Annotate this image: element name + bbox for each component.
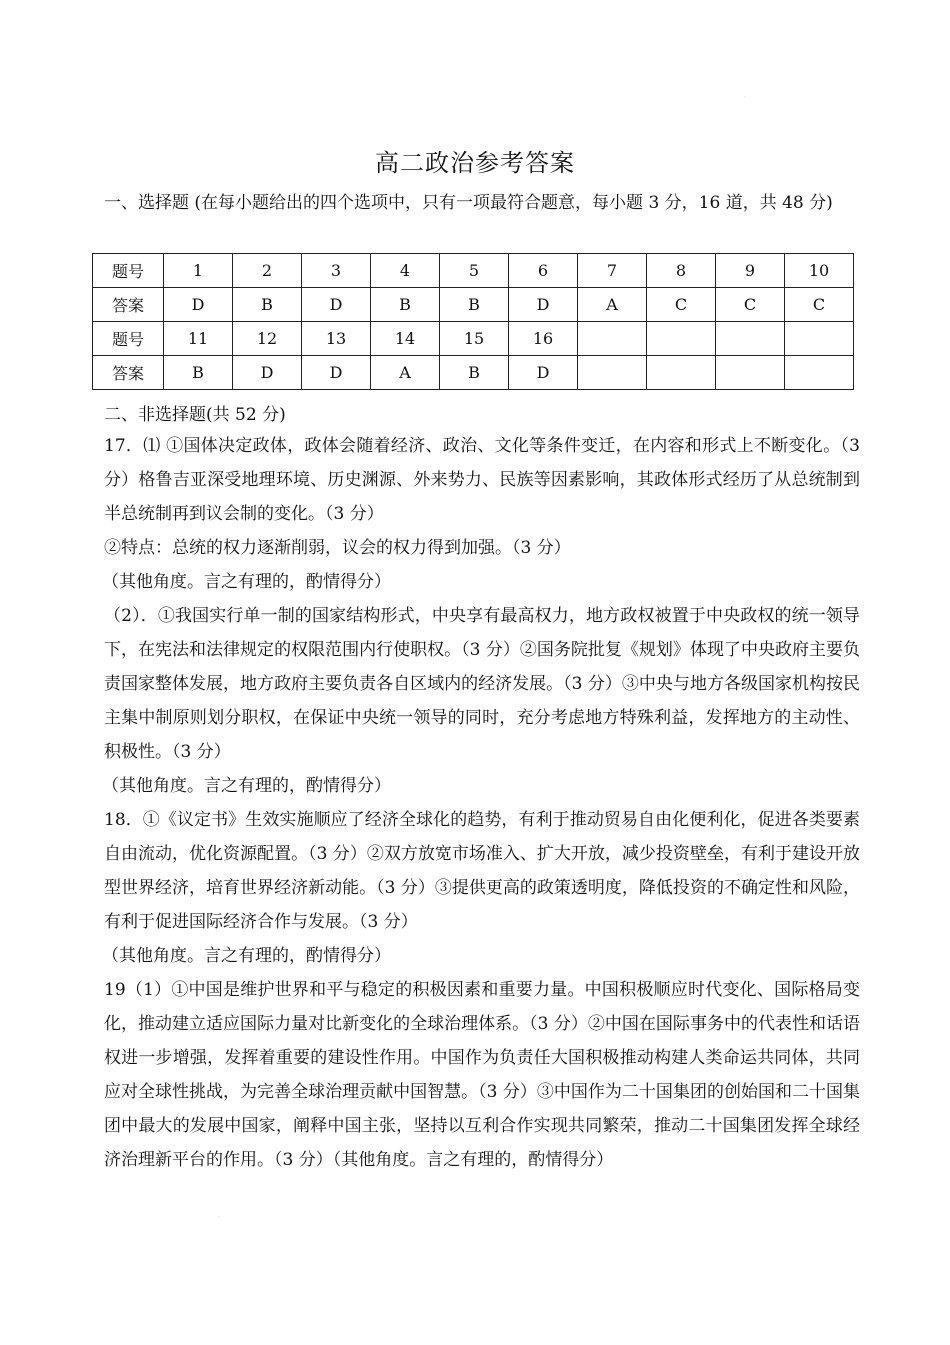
- table-cell: D: [509, 356, 578, 390]
- table-cell: [647, 322, 716, 356]
- q18-note: （其他角度。言之有理的，酌情得分）: [102, 946, 391, 966]
- table-row: [93, 254, 854, 288]
- table-cell: [785, 322, 854, 356]
- table-row: [93, 356, 854, 390]
- q17-part1b-answer: ②特点：总统的权力逐渐削弱，议会的权力得到加强。（3 分）: [104, 538, 571, 558]
- table-cell: C: [716, 288, 785, 322]
- table-cell: D: [509, 288, 578, 322]
- table-row: [93, 322, 854, 356]
- table-cell: 2: [233, 254, 302, 288]
- page-title: 高二政治参考答案: [375, 149, 575, 177]
- q17-part2-answer: （2）．①我国实行单一制的国家结构形式，中央享有最高权力，地方政权被置于中央政权的统一领导下，在宪法和法律规定的权限范围内行使职权。（3 分）②国务院批复《规划》体现了中央政府主要负责国家整体发展，地方政府主要负责各自区域内的经济发展。（3 分）③中央与地方各级国家机构按民主集中制原则划分职权，在保证中央统一领导的同时，充分考虑地方特殊利益，发挥地方的主动性、积极性。（3 分）: [104, 606, 860, 762]
- table-cell: 14: [371, 322, 440, 356]
- section-choice-heading: 一、选择题 (在每小题给出的四个选项中，只有一项最符合题意，每小题 3 分，16 道，共 48 分): [104, 193, 833, 213]
- q17-part1-answer: 17．⑴ ①国体决定政体，政体会随着经济、政治、文化等条件变迁，在内容和形式上不断变化。（3 分）格鲁吉亚深受地理环境、历史渊源、外来势力、民族等因素影响，其政体形式经历了从总统制到半总统制再到议会制的变化。（3 分）: [104, 436, 860, 524]
- scan-dot: .: [218, 1212, 220, 1219]
- table-cell: B: [371, 288, 440, 322]
- table-cell: D: [302, 356, 371, 390]
- q18-answer: 18．①《议定书》生效实施顺应了经济全球化的趋势，有利于推动贸易自由化便利化，促进各类要素自由流动，优化资源配置。（3 分）②双方放宽市场准入、扩大开放，减少投资壁垒，有利于建设开放型世界经济，培育世界经济新动能。（3 分）③提供更高的政策透明度，降低投资的不确定性和风险，有利于促进国际经济合作与发展。（3 分）: [104, 810, 860, 932]
- q17-note2: （其他角度。言之有理的，酌情得分）: [102, 776, 391, 796]
- answer-table: [92, 253, 854, 390]
- table-cell: [578, 322, 647, 356]
- table-cell: 15: [440, 322, 509, 356]
- table-cell: 8: [647, 254, 716, 288]
- table-cell: A: [371, 356, 440, 390]
- table-cell: 10: [785, 254, 854, 288]
- table-row-label: 答案: [93, 356, 164, 390]
- table-cell: C: [785, 288, 854, 322]
- scan-dot: .: [744, 92, 746, 99]
- table-row-label: 题号: [93, 254, 164, 288]
- q19-answer: 19（1）①中国是维护世界和平与稳定的积极因素和重要力量。中国积极顺应时代变化、国际格局变化，推动建立适应国际力量对比新变化的全球治理体系。（3 分）②中国在国际事务中的代表性和话语权进一步增强，发挥着重要的建设性作用。中国作为负责任大国积极推动构建人类命运共同体，共同应对全球性挑战，为完善全球治理贡献中国智慧。（3 分）③中国作为二十国集团的创始国和二十国集团中最大的发展中国家，阐释中国主张，坚持以互利合作实现共同繁荣，推动二十国集团发挥全球经济治理新平台的作用。（3 分）（其他角度。言之有理的，酌情得分）: [104, 980, 860, 1170]
- table-cell: [578, 356, 647, 390]
- table-cell: [647, 356, 716, 390]
- table-cell: 5: [440, 254, 509, 288]
- table-cell: C: [647, 288, 716, 322]
- table-cell: D: [233, 356, 302, 390]
- table-cell: 1: [164, 254, 233, 288]
- table-cell: B: [233, 288, 302, 322]
- q17-note1: （其他角度。言之有理的，酌情得分）: [102, 572, 391, 592]
- section-nonchoice-heading: 二、非选择题(共 52 分): [104, 405, 286, 425]
- table-cell: A: [578, 288, 647, 322]
- table-cell: 9: [716, 254, 785, 288]
- table-cell: [785, 356, 854, 390]
- table-cell: 6: [509, 254, 578, 288]
- table-cell: 11: [164, 322, 233, 356]
- table-cell: B: [440, 356, 509, 390]
- table-row-label: 答案: [93, 288, 164, 322]
- table-cell: 12: [233, 322, 302, 356]
- table-cell: 3: [302, 254, 371, 288]
- table-cell: B: [440, 288, 509, 322]
- table-row: [93, 288, 854, 322]
- table-cell: D: [302, 288, 371, 322]
- table-cell: [716, 322, 785, 356]
- table-cell: D: [164, 288, 233, 322]
- table-row-label: 题号: [93, 322, 164, 356]
- answer-body: [104, 429, 860, 1177]
- table-cell: 13: [302, 322, 371, 356]
- table-cell: 16: [509, 322, 578, 356]
- table-cell: 4: [371, 254, 440, 288]
- table-cell: 7: [578, 254, 647, 288]
- table-cell: B: [164, 356, 233, 390]
- table-cell: [716, 356, 785, 390]
